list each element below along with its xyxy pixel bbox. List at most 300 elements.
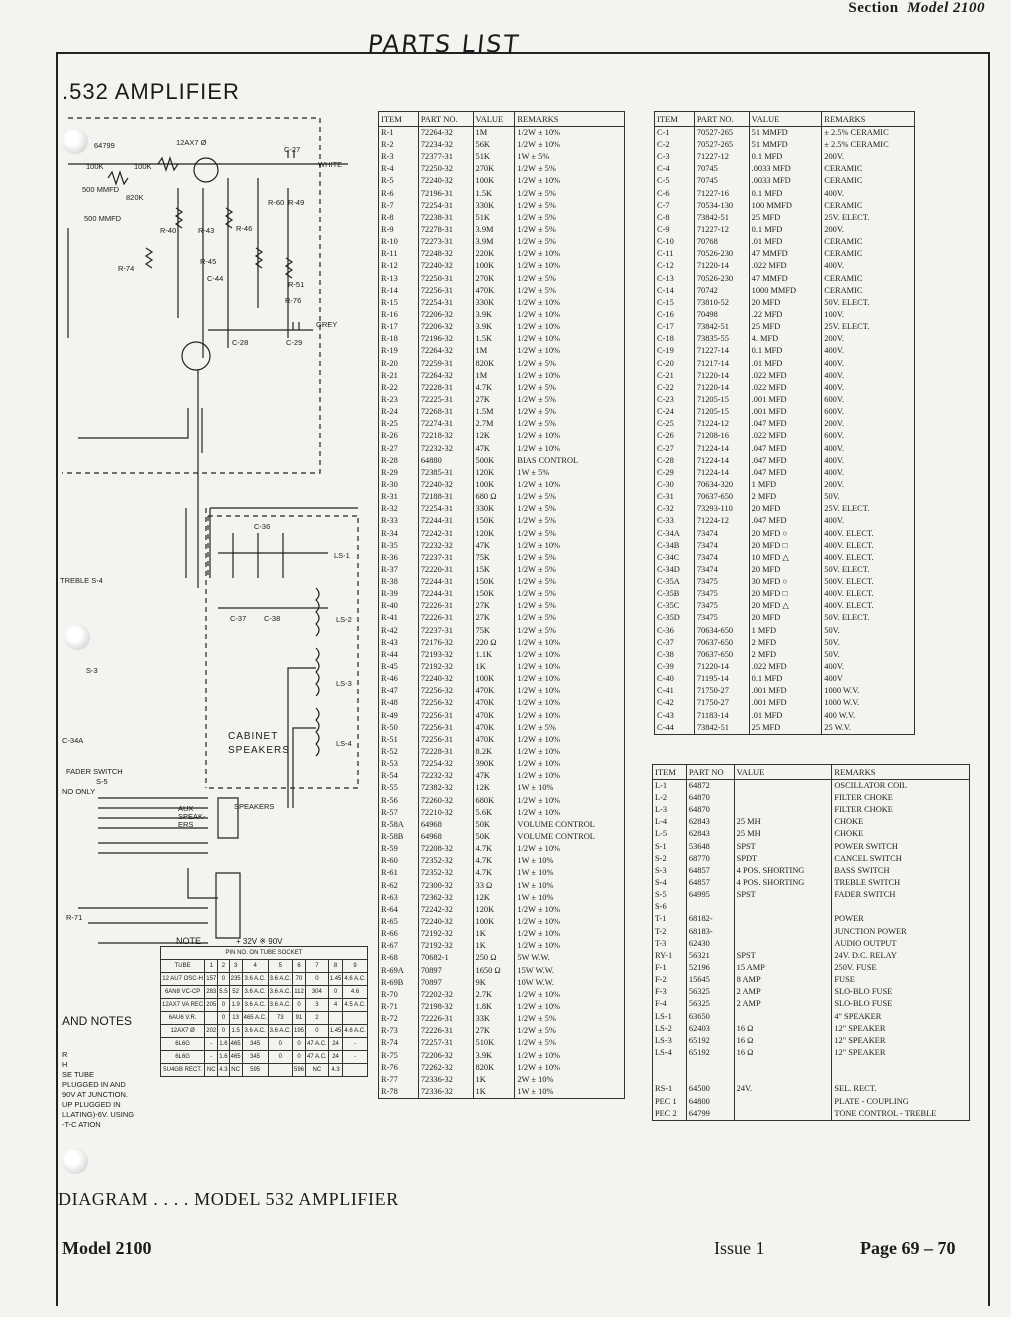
socket-cell: 6AN8 VC-CP: [161, 986, 205, 999]
table-cell: 12" SPEAKER: [832, 1047, 970, 1059]
table-cell: C-9: [655, 224, 695, 236]
table-cell: 72250-31: [418, 273, 473, 285]
socket-cell: 595: [242, 1064, 268, 1077]
table-cell: 1/2W ± 5%: [515, 406, 625, 418]
socket-cell: 52: [229, 986, 242, 999]
table-cell: R-45: [379, 661, 419, 673]
table-row: [379, 904, 625, 916]
table-cell: 72256-31: [418, 285, 473, 297]
table-cell: 71224-14: [694, 443, 749, 455]
table-cell: 72240-32: [418, 261, 473, 273]
table-cell: FILTER CHOKE: [832, 804, 970, 816]
table-cell: 73474: [694, 540, 749, 552]
table-cell: R-19: [379, 346, 419, 358]
table-cell: 72218-32: [418, 431, 473, 443]
socket-cell: 112: [293, 986, 306, 999]
table-row: [379, 880, 625, 892]
table-row: [379, 649, 625, 661]
table-cell: 12" SPEAKER: [832, 1035, 970, 1047]
table-row: [379, 406, 625, 418]
schematic-label: R-43: [198, 226, 215, 235]
table-cell: 400V.: [822, 358, 915, 370]
table-row: [379, 1062, 625, 1074]
table-row: [379, 613, 625, 625]
table-cell: 1M: [473, 370, 515, 382]
socket-column-header: 7: [306, 960, 329, 973]
table-cell: 33K: [473, 1013, 515, 1025]
table-cell: .047 MFD: [749, 467, 822, 479]
socket-cell: 0: [218, 973, 229, 986]
table-cell: 20 MFD ○: [749, 528, 822, 540]
socket-cell: NC: [205, 1064, 218, 1077]
table-cell: FADER SWITCH: [832, 889, 970, 901]
schematic-label: GREY: [316, 320, 338, 329]
table-cell: 1/2W ± 5%: [515, 491, 625, 503]
table-cell: C-41: [655, 685, 695, 697]
table-cell: 3.9M: [473, 236, 515, 248]
table-cell: 25 W.V.: [822, 722, 915, 735]
table-cell: 8 AMP: [734, 974, 832, 986]
schematic-label: R-74: [118, 264, 135, 273]
table-cell: BASS SWITCH: [832, 865, 970, 877]
table-cell: 1/2W ± 5%: [515, 600, 625, 612]
table-cell: 1W ± 10%: [515, 1086, 625, 1099]
table-cell: R-10: [379, 236, 419, 248]
table-cell: CERAMIC: [822, 273, 915, 285]
socket-cell: 202: [205, 1025, 218, 1038]
table-cell: F-4: [653, 999, 687, 1011]
table-cell: [653, 1071, 687, 1083]
table-cell: 56325: [686, 999, 734, 1011]
table-cell: 72206-32: [418, 309, 473, 321]
table-cell: 72254-31: [418, 297, 473, 309]
table-cell: 1W ± 10%: [515, 880, 625, 892]
table-row: [379, 273, 625, 285]
socket-column-header: 2: [218, 960, 229, 973]
table-cell: 500V. ELECT.: [822, 576, 915, 588]
table-cell: 1M: [473, 127, 515, 140]
table-row: [379, 710, 625, 722]
table-cell: [832, 1059, 970, 1071]
table-cell: 73810-52: [694, 297, 749, 309]
table-row: [653, 914, 970, 926]
table-cell: PEC 1: [653, 1096, 687, 1108]
table-cell: 72257-31: [418, 1038, 473, 1050]
table-cell: 600V.: [822, 431, 915, 443]
table-cell: 72220-31: [418, 564, 473, 576]
table-cell: 2 AMP: [734, 999, 832, 1011]
table-cell: 72192-32: [418, 928, 473, 940]
tube-socket-voltage-table: [160, 946, 368, 1077]
table-cell: 72362-32: [418, 892, 473, 904]
table-cell: .001 MFD: [749, 698, 822, 710]
table-cell: R-58B: [379, 831, 419, 843]
table-cell: 71227-12: [694, 224, 749, 236]
table-cell: 25 MH: [734, 816, 832, 828]
table-cell: 10 MFD △: [749, 552, 822, 564]
table-cell: C-19: [655, 346, 695, 358]
table-cell: 1000 W.V.: [822, 698, 915, 710]
table-row: [379, 516, 625, 528]
socket-cell: NC: [306, 1064, 329, 1077]
table-row: [379, 953, 625, 965]
table-cell: 27K: [473, 1025, 515, 1037]
table-cell: 1/2W ± 10%: [515, 807, 625, 819]
table-row: [379, 588, 625, 600]
table-cell: 33 Ω: [473, 880, 515, 892]
misc-parts-table: [652, 764, 970, 1121]
table-cell: 72232-32: [418, 443, 473, 455]
table-row: [655, 248, 915, 260]
socket-cell: 12AX7 Ø: [161, 1025, 205, 1038]
table-cell: 1/2W ± 5%: [515, 722, 625, 734]
table-cell: S-2: [653, 853, 687, 865]
table-cell: CHOKE: [832, 816, 970, 828]
socket-cell: 1.9: [229, 999, 242, 1012]
table-row: [655, 503, 915, 515]
table-cell: 72256-31: [418, 734, 473, 746]
table-row: [655, 406, 915, 418]
table-cell: R-26: [379, 431, 419, 443]
table-cell: 1/2W ± 10%: [515, 940, 625, 952]
table-cell: 71750-27: [694, 698, 749, 710]
table-cell: 71227-12: [694, 151, 749, 163]
socket-cell: 3.6 A.C.: [268, 973, 292, 986]
table-cell: 1/2W ± 5%: [515, 528, 625, 540]
table-cell: C-15: [655, 297, 695, 309]
table-cell: .001 MFD: [749, 394, 822, 406]
table-cell: 56325: [686, 986, 734, 998]
table-cell: 27K: [473, 394, 515, 406]
table-cell: 400V.: [822, 516, 915, 528]
table-cell: R-50: [379, 722, 419, 734]
socket-cell: 0: [306, 1025, 329, 1038]
socket-cell: 24: [328, 1038, 343, 1051]
table-cell: 16 Ω: [734, 1047, 832, 1059]
table-row: [655, 224, 915, 236]
table-cell: 70637-650: [694, 649, 749, 661]
table-cell: 72226-31: [418, 600, 473, 612]
table-cell: C-2: [655, 139, 695, 151]
table-cell: 50V. ELECT.: [822, 613, 915, 625]
table-cell: SPST: [734, 889, 832, 901]
table-cell: 1/2W ± 5%: [515, 382, 625, 394]
table-row: [655, 127, 915, 140]
table-cell: 120K: [473, 467, 515, 479]
table-cell: 20 MFD □: [749, 588, 822, 600]
table-cell: R-30: [379, 479, 419, 491]
table-cell: 72225-31: [418, 394, 473, 406]
table-cell: 56321: [686, 950, 734, 962]
table-cell: 72268-31: [418, 406, 473, 418]
table-cell: 56K: [473, 139, 515, 151]
table-cell: 600V.: [822, 406, 915, 418]
table-cell: 12K: [473, 783, 515, 795]
table-cell: R-14: [379, 285, 419, 297]
table-cell: F-1: [653, 962, 687, 974]
schematic-label: R-71: [66, 913, 83, 922]
table-cell: 1/2W ± 10%: [515, 746, 625, 758]
table-row: [655, 625, 915, 637]
table-cell: CANCEL SWITCH: [832, 853, 970, 865]
table-row: [655, 552, 915, 564]
table-cell: [734, 914, 832, 926]
table-cell: SLO-BLO FUSE: [832, 999, 970, 1011]
table-cell: .0033 MFD: [749, 176, 822, 188]
table-cell: 400V. ELECT.: [822, 588, 915, 600]
schematic-label: R-51: [288, 280, 305, 289]
table-cell: 1/2W ± 10%: [515, 989, 625, 1001]
table-cell: 25V. ELECT.: [822, 321, 915, 333]
table-row: [653, 877, 970, 889]
schematic-label: R-49: [288, 198, 305, 207]
table-cell: 330K: [473, 200, 515, 212]
table-row: [653, 1096, 970, 1108]
table-cell: S-4: [653, 877, 687, 889]
table-row: [379, 321, 625, 333]
table-cell: C-39: [655, 661, 695, 673]
amplifier-title: .532 AMPLIFIER: [62, 79, 240, 104]
table-cell: R-73: [379, 1025, 419, 1037]
socket-cell: 157: [205, 973, 218, 986]
schematic-label: SPEAKERS: [234, 802, 275, 811]
table-cell: 400 W.V.: [822, 710, 915, 722]
socket-cell: 6L6G: [161, 1038, 205, 1051]
table-cell: 24V. D.C. RELAY: [832, 950, 970, 962]
table-cell: 2.7M: [473, 418, 515, 430]
table-cell: R-20: [379, 358, 419, 370]
table-cell: FUSE: [832, 974, 970, 986]
socket-cell: 1.45: [328, 1025, 343, 1038]
table-cell: 72300-32: [418, 880, 473, 892]
table-cell: 1W ± 10%: [515, 892, 625, 904]
column-header: PART NO.: [418, 112, 473, 127]
table-cell: 220 Ω: [473, 637, 515, 649]
table-cell: T-1: [653, 914, 687, 926]
table-cell: 100K: [473, 479, 515, 491]
table-cell: 400V.: [822, 455, 915, 467]
table-row: [379, 685, 625, 697]
column-header: ITEM: [653, 765, 687, 780]
table-cell: 71220-14: [694, 370, 749, 382]
table-row: [379, 965, 625, 977]
table-cell: 1 MFD: [749, 625, 822, 637]
table-cell: LS-2: [653, 1023, 687, 1035]
table-row: [379, 807, 625, 819]
table-cell: [734, 1108, 832, 1121]
table-cell: 72232-32: [418, 540, 473, 552]
table-cell: 1/2W ± 10%: [515, 309, 625, 321]
table-cell: C-32: [655, 503, 695, 515]
table-cell: R-24: [379, 406, 419, 418]
table-cell: 20 MFD △: [749, 600, 822, 612]
table-row: [379, 346, 625, 358]
table-cell: 71224-14: [694, 467, 749, 479]
table-row: [379, 916, 625, 928]
socket-row: [161, 999, 368, 1012]
table-row: [379, 479, 625, 491]
table-cell: 0.1 MFD: [749, 346, 822, 358]
table-cell: 1/2W ± 10%: [515, 661, 625, 673]
schematic-label: 64799: [94, 141, 115, 150]
table-cell: R-27: [379, 443, 419, 455]
table-cell: 1/2W ± 10%: [515, 734, 625, 746]
socket-cell: 3.6 A.C.: [242, 999, 268, 1012]
table-cell: F-3: [653, 986, 687, 998]
table-row: [653, 853, 970, 865]
table-cell: 1/2W ± 10%: [515, 843, 625, 855]
table-cell: 150K: [473, 576, 515, 588]
table-row: [655, 273, 915, 285]
table-cell: 72228-31: [418, 746, 473, 758]
table-cell: 72264-32: [418, 370, 473, 382]
table-cell: 71224-12: [694, 418, 749, 430]
table-cell: [734, 938, 832, 950]
schematic-label: C-27: [284, 145, 301, 154]
table-row: [379, 564, 625, 576]
table-cell: 820K: [473, 358, 515, 370]
table-row: [379, 673, 625, 685]
table-row: [379, 637, 625, 649]
socket-cell: 0: [268, 1051, 292, 1064]
table-cell: 68182-: [686, 914, 734, 926]
table-row: [379, 843, 625, 855]
table-cell: R-72: [379, 1013, 419, 1025]
schematic-label: NO ONLY: [62, 787, 96, 796]
table-cell: R-46: [379, 673, 419, 685]
table-cell: 1/2W ± 5%: [515, 163, 625, 175]
table-cell: .047 MFD: [749, 443, 822, 455]
table-cell: 400V.: [822, 443, 915, 455]
table-cell: 72256-31: [418, 722, 473, 734]
table-cell: R-18: [379, 333, 419, 345]
table-cell: 72232-32: [418, 770, 473, 782]
table-cell: 20 MFD: [749, 613, 822, 625]
table-cell: 2 MFD: [749, 491, 822, 503]
socket-cell: 0: [268, 1038, 292, 1051]
table-cell: 400V. ELECT.: [822, 528, 915, 540]
table-cell: C-44: [655, 722, 695, 735]
socket-cell: 0: [218, 1025, 229, 1038]
table-cell: 1/2W ± 5%: [515, 625, 625, 637]
table-cell: [734, 1011, 832, 1023]
column-header: ITEM: [379, 112, 419, 127]
table-cell: 1/2W ± 10%: [515, 139, 625, 151]
table-cell: 120K: [473, 528, 515, 540]
table-cell: 400V.: [822, 346, 915, 358]
socket-cell: 345: [242, 1038, 268, 1051]
socket-cell: 4.6 A.C.: [343, 973, 367, 986]
table-cell: 1/2W ± 10%: [515, 795, 625, 807]
table-cell: 1/2W ± 10%: [515, 431, 625, 443]
table-cell: 400V.: [822, 370, 915, 382]
table-cell: .01 MFD: [749, 358, 822, 370]
table-row: [655, 600, 915, 612]
table-cell: R-55: [379, 783, 419, 795]
table-row: [379, 528, 625, 540]
table-cell: 330K: [473, 297, 515, 309]
table-cell: 62403: [686, 1023, 734, 1035]
table-cell: 72254-31: [418, 503, 473, 515]
table-cell: 70897: [418, 965, 473, 977]
table-cell: 1/2W ± 10%: [515, 479, 625, 491]
resistor-parts-table: [378, 111, 625, 1099]
table-row: [379, 819, 625, 831]
table-cell: .047 MFD: [749, 455, 822, 467]
table-cell: 400V.: [822, 188, 915, 200]
table-cell: R-23: [379, 394, 419, 406]
table-cell: 1/2W ± 10%: [515, 637, 625, 649]
table-cell: 12K: [473, 431, 515, 443]
table-cell: R-43: [379, 637, 419, 649]
table-cell: C-14: [655, 285, 695, 297]
socket-row: [161, 1064, 368, 1077]
table-cell: 72176-32: [418, 637, 473, 649]
table-cell: 70897: [418, 977, 473, 989]
table-row: [655, 212, 915, 224]
column-header: VALUE: [734, 765, 832, 780]
table-row: [379, 297, 625, 309]
table-cell: C-18: [655, 333, 695, 345]
socket-cell: 304: [306, 986, 329, 999]
table-cell: 70634-320: [694, 479, 749, 491]
table-row: [379, 795, 625, 807]
table-cell: 72242-32: [418, 904, 473, 916]
table-cell: S-1: [653, 841, 687, 853]
table-cell: 72244-31: [418, 516, 473, 528]
table-row: [379, 333, 625, 345]
table-cell: 72234-32: [418, 139, 473, 151]
socket-cell: 3.6 A.C.: [242, 986, 268, 999]
schematic-label: S-3: [86, 666, 98, 675]
table-row: [653, 1035, 970, 1047]
table-cell: 72382-32: [418, 783, 473, 795]
table-cell: 72254-32: [418, 758, 473, 770]
table-row: [655, 516, 915, 528]
table-cell: [734, 1071, 832, 1083]
table-row: [653, 999, 970, 1011]
table-cell: R-33: [379, 516, 419, 528]
footer-page: Page 69 – 70: [860, 1238, 956, 1258]
table-cell: 1K: [473, 928, 515, 940]
table-cell: 1/2W ± 10%: [515, 770, 625, 782]
table-cell: 71227-16: [694, 188, 749, 200]
table-cell: 400V.: [822, 261, 915, 273]
table-cell: 72377-31: [418, 151, 473, 163]
table-cell: 1/2W ± 10%: [515, 248, 625, 260]
table-cell: .022 MFD: [749, 370, 822, 382]
table-cell: 75K: [473, 625, 515, 637]
table-cell: 75K: [473, 552, 515, 564]
table-cell: 71208-16: [694, 431, 749, 443]
table-cell: R-16: [379, 309, 419, 321]
table-cell: [832, 901, 970, 913]
table-cell: CERAMIC: [822, 163, 915, 175]
parts-list-title: PARTS LIST: [366, 30, 522, 58]
table-cell: R-34: [379, 528, 419, 540]
table-cell: .01 MFD: [749, 710, 822, 722]
table-row: [655, 564, 915, 576]
table-cell: 72256-32: [418, 698, 473, 710]
table-cell: 1 MFD: [749, 479, 822, 491]
schematic-label: C-37: [230, 614, 247, 623]
socket-cell: 0: [306, 973, 329, 986]
table-cell: 72192-32: [418, 661, 473, 673]
table-cell: 8.2K: [473, 746, 515, 758]
table-cell: 1/2W ± 5%: [515, 1013, 625, 1025]
table-cell: R-29: [379, 467, 419, 479]
table-cell: S-6: [653, 901, 687, 913]
